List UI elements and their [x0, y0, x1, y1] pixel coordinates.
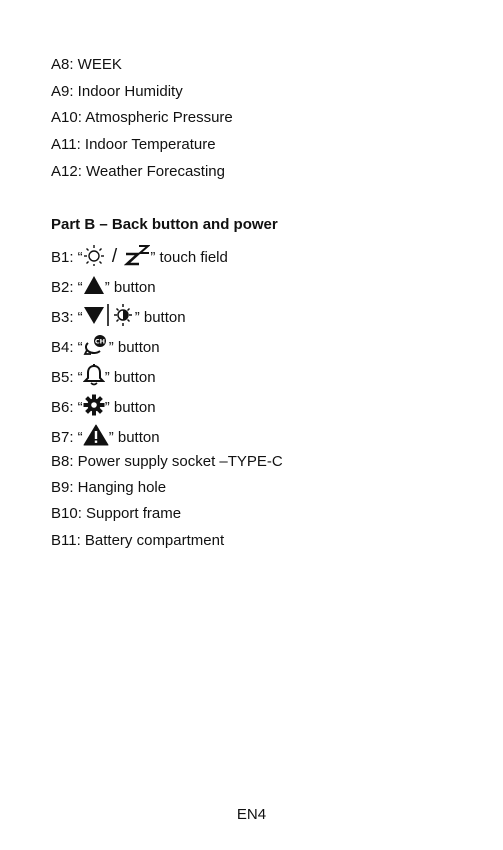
item-b6 — [51, 394, 156, 418]
item-a8: A8: WEEK — [51, 56, 122, 73]
item-b6-prefix: B6: “ — [51, 399, 83, 416]
item-b2-prefix: B2: “ — [51, 279, 83, 296]
item-a9: A9: Indoor Humidity — [51, 83, 183, 100]
item-a11: A11: Indoor Temperature — [51, 136, 216, 153]
svg-text:CH: CH — [94, 337, 105, 346]
item-b7 — [51, 424, 160, 448]
gear-icon — [83, 394, 105, 416]
item-b9: B9: Hanging hole — [51, 479, 167, 496]
item-b3 — [51, 304, 186, 328]
item-b3-suffix: ” button — [134, 309, 186, 326]
page-number: EN4 — [236, 806, 267, 823]
sleep-zz-icon — [124, 244, 150, 266]
item-b2 — [51, 274, 156, 298]
item-b10: B10: Support frame — [51, 505, 182, 522]
item-b1-separator: / — [111, 246, 118, 267]
item-b11: B11: Battery compartment — [51, 532, 225, 549]
item-b5-prefix: B5: “ — [51, 369, 83, 386]
item-b4-prefix: B4: “ — [51, 339, 83, 356]
item-b5-suffix: ” button — [104, 369, 156, 386]
item-b1-prefix: B1: “ — [51, 249, 83, 266]
up-triangle-icon — [83, 274, 105, 296]
down-triangle-icon — [83, 304, 105, 326]
warning-icon — [83, 424, 109, 446]
item-b4-suffix: ” button — [108, 339, 160, 356]
item-b8: B8: Power supply socket –TYPE-C — [51, 453, 283, 470]
item-b2-suffix: ” button — [104, 279, 156, 296]
item-a10: A10: Atmospheric Pressure — [51, 109, 233, 126]
channel-cycle-icon — [83, 334, 109, 356]
part-b-heading: Part B – Back button and power — [51, 216, 278, 233]
item-a12: A12: Weather Forecasting — [51, 163, 225, 180]
item-b4 — [51, 334, 160, 358]
item-b6-suffix: ” button — [104, 399, 156, 416]
item-b3-prefix: B3: “ — [51, 309, 83, 326]
item-b1-suffix: ” touch field — [150, 249, 228, 266]
item-b1 — [51, 244, 228, 268]
sun-icon — [83, 244, 105, 266]
item-b7-prefix: B7: “ — [51, 429, 83, 446]
item-b5 — [51, 364, 156, 388]
bell-icon — [83, 364, 105, 386]
item-b7-suffix: ” button — [108, 429, 160, 446]
brightness-icon — [105, 304, 135, 326]
